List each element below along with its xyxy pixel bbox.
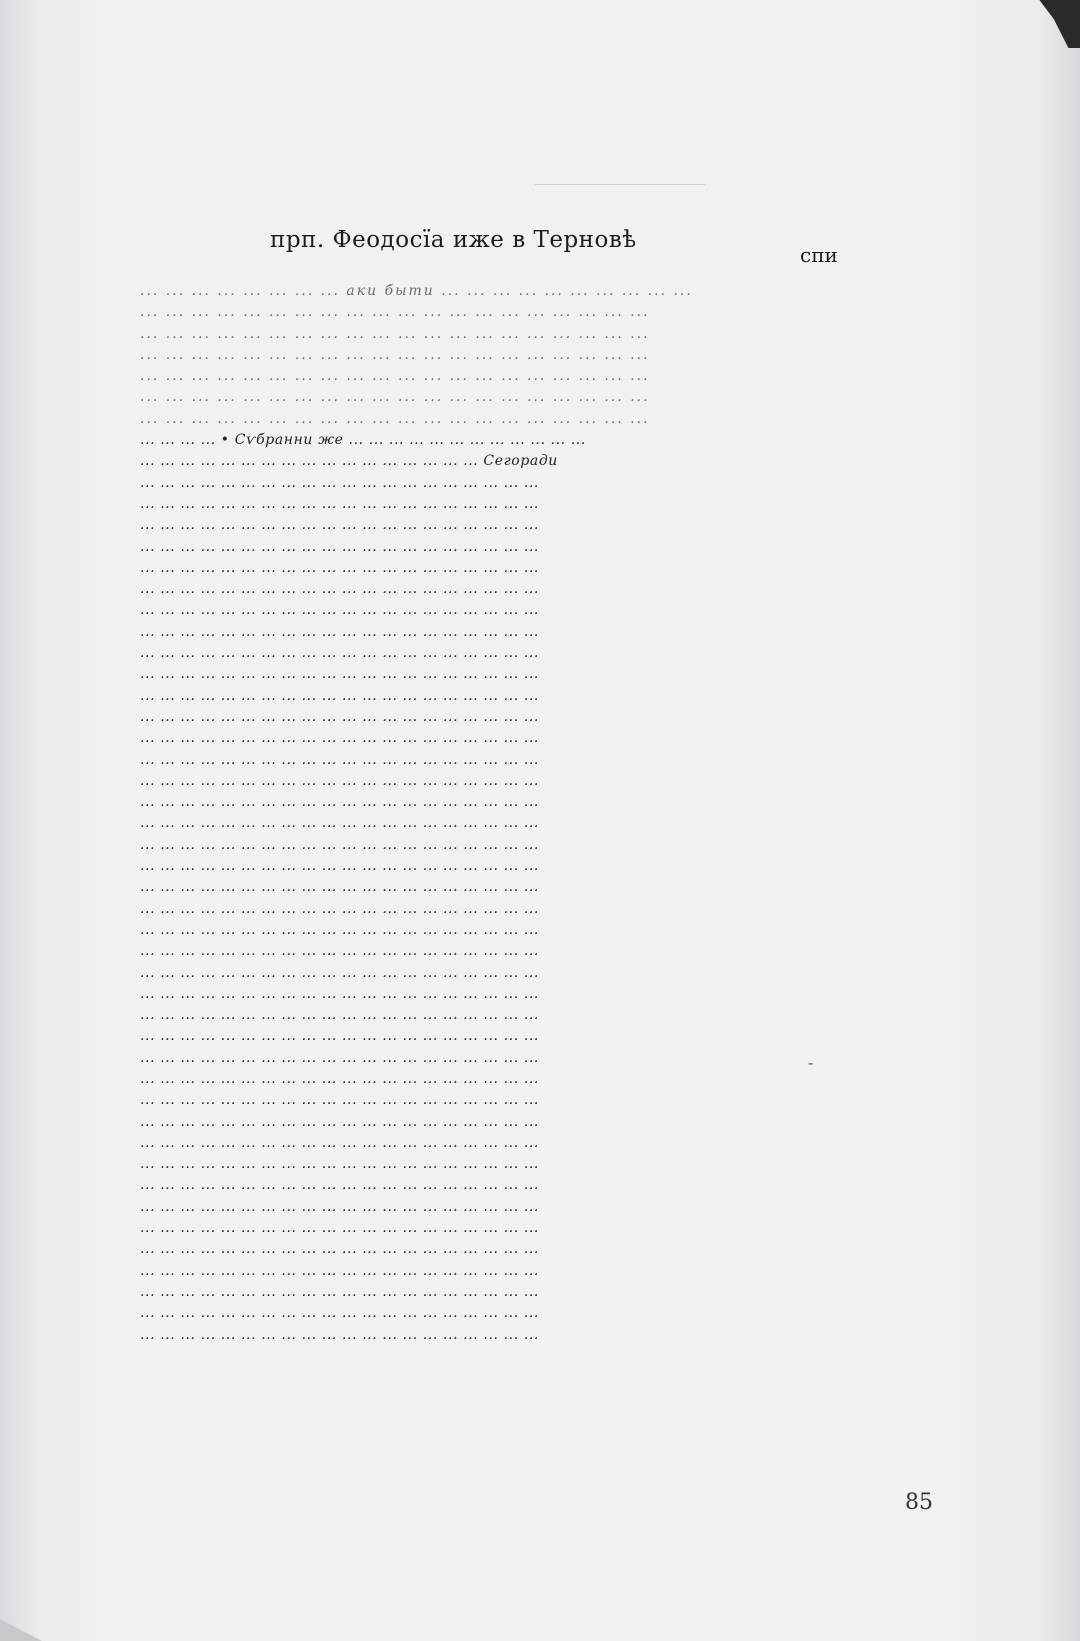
manuscript-line: ... ... ... ... ... ... ... ... ... ... ... ... ... ... ... ... ... ... ... ... — [140, 730, 539, 747]
manuscript-line: ... ... ... ... ... ... ... ... ... ... ... ... ... ... ... ... ... ... ... ... — [140, 1241, 539, 1258]
manuscript-line: ... ... ... ... ... ... ... ... ... ... ... ... ... ... ... ... ... ... ... ... — [140, 1134, 539, 1151]
manuscript-line: ... ... ... ... ... ... ... ... ... ... ... ... ... ... ... ... ... ... ... ... — [140, 1049, 539, 1066]
manuscript-line: ... ... ... ... ... ... ... ... ... ... ... ... ... ... ... ... ... ... ... ... — [140, 836, 539, 853]
page-number: 85 — [905, 1490, 933, 1515]
manuscript-line: ... ... ... ... ... ... ... ... ... ... ... ... ... ... ... ... ... ... ... ... — [140, 666, 539, 683]
manuscript-line: ... ... ... ... ... ... ... ... ... ... ... ... ... ... ... ... ... ... ... ... — [140, 495, 539, 512]
manuscript-line: ... ... ... ... ... ... ... ... ... ... ... ... ... ... ... ... ... ... ... ... — [140, 623, 539, 640]
manuscript-line: ... ... ... ... ... ... ... ... ... ... ... ... ... ... ... ... ... ... ... ... — [140, 325, 650, 342]
manuscript-line: ... ... ... ... ... ... ... ... ... ... ... ... ... ... ... ... ... ... ... ... — [140, 751, 539, 768]
manuscript-line: ... ... ... ... ... ... ... ... ... ... ... ... ... ... ... ... ... ... ... ... — [140, 1070, 539, 1087]
manuscript-line: ... ... ... ... ... ... ... ... ... ... ... ... ... ... ... ... ... ... ... ... — [140, 794, 539, 811]
manuscript-line: ... ... ... ... ... ... ... ... ... ... ... ... ... ... ... ... ... ... ... ... — [140, 943, 539, 960]
manuscript-line: ... ... ... ... ... ... ... ... ... ... ... ... ... ... ... ... ... ... ... ... — [140, 687, 539, 704]
manuscript-line: ... ... ... ... ... ... ... ... ... ... ... ... ... ... ... ... ... ... ... ... — [140, 368, 650, 385]
manuscript-line: ... ... ... ... ... ... ... ... ... ... ... ... ... ... ... ... ... ... ... ... — [140, 474, 539, 491]
manuscript-line: ... ... ... ... ... ... ... ... ... ... ... ... ... ... ... ... ... ... ... ... — [140, 1177, 539, 1194]
manuscript-line: ... ... ... ... ... ... ... ... ... ... ... ... ... ... ... ... ... ... ... ... — [140, 964, 539, 981]
faint-ruling-line — [535, 184, 705, 185]
manuscript-line: ... ... ... ... • Сѵбранни же ... ... ... ... ... ... ... ... ... ... ... ... — [140, 432, 586, 449]
manuscript-line: ... ... ... ... ... ... ... ... ... ... ... ... ... ... ... ... ... ... ... ... — [140, 1007, 539, 1024]
manuscript-heading: прп. Феодосїа иже в Терновѣ — [270, 227, 637, 253]
manuscript-line: ... ... ... ... ... ... ... ... ... ... ... ... ... ... ... ... ... ... ... ... — [140, 900, 539, 917]
manuscript-line: ... ... ... ... ... ... ... ... ... ... ... ... ... ... ... ... ... ... ... ... — [140, 1262, 539, 1279]
manuscript-line: ... ... ... ... ... ... ... ... ... ... ... ... ... ... ... ... ... ... ... ... — [140, 708, 539, 725]
manuscript-line: ... ... ... ... ... ... ... ... ... ... ... ... ... ... ... ... ... ... ... ... — [140, 389, 650, 406]
folio-number: спи — [800, 243, 838, 267]
manuscript-facsimile — [140, 213, 840, 1343]
manuscript-line: ... ... ... ... ... ... ... ... ... ... ... ... ... ... ... ... ... ... ... ... — [140, 602, 539, 619]
manuscript-line: ... ... ... ... ... ... ... ... ... ... ... ... ... ... ... ... ... ... ... ... — [140, 410, 650, 427]
manuscript-line: ... ... ... ... ... ... ... ... ... ... ... ... ... ... ... ... ... ... ... ... — [140, 921, 539, 938]
manuscript-line: ... ... ... ... ... ... ... ... ... ... ... ... ... ... ... ... ... ... ... ... — [140, 1305, 539, 1322]
manuscript-line: ... ... ... ... ... ... ... ... ... ... ... ... ... ... ... ... ... ... ... ... — [140, 559, 539, 576]
manuscript-line: ... ... ... ... ... ... ... ... ... ... ... ... ... ... ... ... ... ... ... ... — [140, 1198, 539, 1215]
manuscript-line: ... ... ... ... ... ... ... ... ... ... ... ... ... ... ... ... ... ... ... ... — [140, 1156, 539, 1173]
manuscript-line: ... ... ... ... ... ... ... ... ... ... ... ... ... ... ... ... ... ... ... ... — [140, 879, 539, 896]
manuscript-line: ... ... ... ... ... ... ... ... ... ... ... ... ... ... ... ... ... ... ... ... — [140, 517, 539, 534]
manuscript-line: ... ... ... ... ... ... ... ... ... ... ... ... ... ... ... ... ... ... ... ... — [140, 581, 539, 598]
manuscript-line: ... ... ... ... ... ... ... ... ... ... ... ... ... ... ... ... ... ... ... ... — [140, 815, 539, 832]
manuscript-line: ... ... ... ... ... ... ... ... ... ... ... ... ... ... ... ... ... ... ... ... — [140, 1326, 539, 1343]
manuscript-line: ... ... ... ... ... ... ... ... ... ... ... ... ... ... ... ... ... ... ... ... — [140, 645, 539, 662]
scan-corner-shadow — [1022, 0, 1080, 48]
manuscript-line: ... ... ... ... ... ... ... ... ... ... ... ... ... ... ... ... ... ... ... ... — [140, 1283, 539, 1300]
manuscript-line: ... ... ... ... ... ... ... ... ... ... ... ... ... ... ... ... ... ... ... ... — [140, 1113, 539, 1130]
marginal-mark: - — [808, 1053, 814, 1072]
scan-edge-shadow — [0, 1619, 70, 1641]
manuscript-line: ... ... ... ... ... ... ... ... аки быти ... ... ... ... ... ... ... ... ... ... — [140, 283, 693, 299]
manuscript-line: ... ... ... ... ... ... ... ... ... ... ... ... ... ... ... ... ... ... ... ... — [140, 1028, 539, 1045]
manuscript-line: ... ... ... ... ... ... ... ... ... ... ... ... ... ... ... ... ... ... ... ... — [140, 1220, 539, 1237]
manuscript-line: ... ... ... ... ... ... ... ... ... ... ... ... ... ... ... ... ... ... ... ... — [140, 1092, 539, 1109]
manuscript-line: ... ... ... ... ... ... ... ... ... ... ... ... ... ... ... ... ... ... ... ... — [140, 304, 650, 321]
manuscript-line: ... ... ... ... ... ... ... ... ... ... ... ... ... ... ... ... ... Сегоради — [140, 453, 558, 470]
manuscript-line: ... ... ... ... ... ... ... ... ... ... ... ... ... ... ... ... ... ... ... ... — [140, 772, 539, 789]
manuscript-text-block — [140, 281, 840, 1346]
manuscript-line: ... ... ... ... ... ... ... ... ... ... ... ... ... ... ... ... ... ... ... ... — [140, 858, 539, 875]
manuscript-line: ... ... ... ... ... ... ... ... ... ... ... ... ... ... ... ... ... ... ... ... — [140, 538, 539, 555]
manuscript-line: ... ... ... ... ... ... ... ... ... ... ... ... ... ... ... ... ... ... ... ... — [140, 346, 650, 363]
manuscript-line: ... ... ... ... ... ... ... ... ... ... ... ... ... ... ... ... ... ... ... ... — [140, 985, 539, 1002]
